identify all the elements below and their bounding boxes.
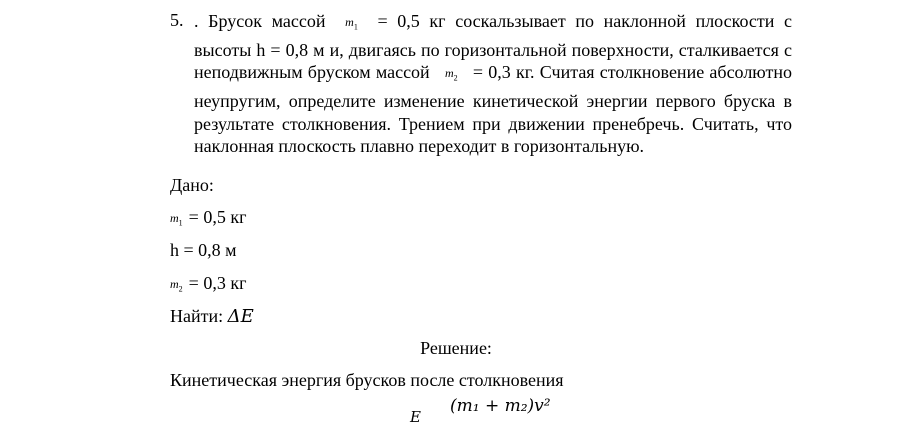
find-symbol: ΔE	[227, 306, 254, 327]
given-m2-value: = 0,3 кг	[188, 273, 247, 293]
formula-lhs: E	[410, 408, 421, 426]
formula-numerator: (m₁ + m₂)v²	[450, 396, 551, 416]
problem-text-part-1: . Брусок массой	[194, 11, 326, 31]
solution-text: Кинетическая энергия брусков после столкновения	[170, 370, 564, 390]
given-h: h = 0,8 м	[170, 240, 237, 260]
problem-text-part-2: = 0,5 кг соскальзывает по наклонной плоскости с высоты h = 0,8 м и, двигаясь по горизонтальной поверхности, сталкивается с неподвижным бруском массой	[194, 11, 793, 83]
problem-text	[194, 10, 792, 158]
find-line	[170, 306, 254, 327]
solution-label: Решение:	[420, 338, 492, 358]
given-m2	[170, 273, 246, 294]
given-m2-symbol: $m_2$	[170, 277, 183, 294]
given-m1-value: = 0,5 кг	[188, 207, 247, 227]
given-m1-symbol: $m_1$	[170, 211, 183, 228]
given-label: Дано:	[170, 175, 214, 195]
m1-symbol: $m_1$	[345, 15, 358, 32]
m2-symbol: $m_2$	[444, 66, 458, 83]
problem-text-part-3: = 0,3 кг. Считая столкновение абсолютно неупругим, определите изменение кинетической энергии первого бруска в результате столкновения. Трением при движении пренебречь. Считать, что наклонная плоскость плавно переходит в горизонтальную.	[194, 62, 793, 157]
find-label: Найти:	[170, 306, 224, 326]
problem-statement	[170, 10, 792, 158]
problem-number: 5.	[170, 10, 184, 30]
given-m1	[170, 207, 246, 228]
